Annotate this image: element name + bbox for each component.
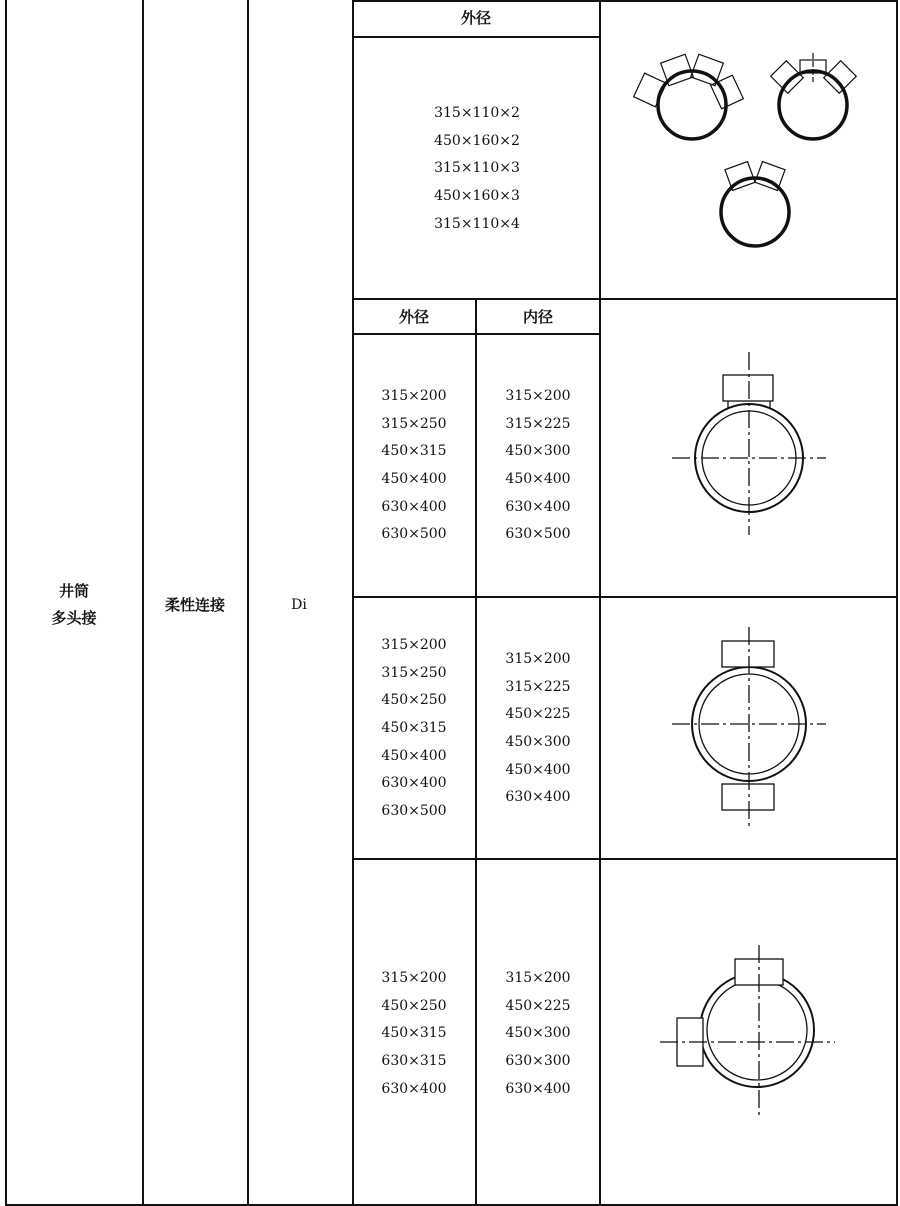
size-item: 450×250 xyxy=(381,997,447,1014)
size-item: 315×225 xyxy=(505,415,571,432)
size-item: 450×400 xyxy=(505,761,571,778)
multi-branch-drawing-3 xyxy=(771,53,857,139)
double-perpendicular-branch-drawing xyxy=(660,945,835,1115)
size-item: 450×315 xyxy=(381,720,447,737)
size-item: 630×500 xyxy=(381,803,447,820)
size-item: 630×500 xyxy=(381,526,447,543)
size-item: 450×315 xyxy=(381,443,447,460)
multi-branch-drawing-4 xyxy=(634,54,744,139)
size-item: 630×400 xyxy=(505,1080,571,1097)
category-label-2: 多头接 xyxy=(51,609,97,627)
size-item: 315×110×4 xyxy=(434,215,520,232)
header-outer: 外径 xyxy=(398,308,430,326)
size-item: 450×400 xyxy=(505,471,571,488)
size-item: 450×315 xyxy=(381,1025,447,1042)
size-item: 315×200 xyxy=(505,970,571,986)
size-item: 315×200 xyxy=(505,388,571,404)
diameter-symbol: Di xyxy=(291,597,307,613)
multi-branch-drawing-2 xyxy=(721,162,789,246)
size-item: 630×500 xyxy=(505,526,571,543)
size-item: 315×110×3 xyxy=(434,160,520,177)
header-inner: 内径 xyxy=(522,308,554,326)
size-item: 630×300 xyxy=(505,1053,571,1070)
size-item: 315×200 xyxy=(505,651,571,667)
size-item: 630×400 xyxy=(381,775,447,792)
size-item: 450×250 xyxy=(381,692,447,709)
size-item: 630×400 xyxy=(381,1080,447,1097)
size-item: 315×200 xyxy=(381,970,447,986)
size-item: 630×400 xyxy=(505,498,571,515)
size-item: 450×160×3 xyxy=(434,188,520,205)
size-item: 450×300 xyxy=(505,443,571,460)
size-item: 450×400 xyxy=(381,747,447,764)
size-item: 315×200 xyxy=(381,388,447,404)
size-item: 315×200 xyxy=(381,637,447,653)
size-item: 450×400 xyxy=(381,471,447,488)
connection-type: 柔性连接 xyxy=(164,596,226,614)
size-item: 450×225 xyxy=(505,706,571,723)
size-item: 315×250 xyxy=(381,415,447,432)
category-label-1: 井筒 xyxy=(58,582,90,600)
size-item: 315×110×2 xyxy=(434,105,520,121)
size-item: 450×300 xyxy=(505,734,571,751)
size-item: 315×225 xyxy=(505,678,571,695)
double-opposite-branch-drawing xyxy=(672,627,826,830)
header-outer: 外径 xyxy=(460,9,492,27)
single-branch-drawing xyxy=(672,352,826,535)
size-item: 630×315 xyxy=(381,1053,447,1070)
size-item: 630×400 xyxy=(381,498,447,515)
size-item: 450×300 xyxy=(505,1025,571,1042)
size-item: 450×225 xyxy=(505,997,571,1014)
size-item: 315×250 xyxy=(381,664,447,681)
size-item: 630×400 xyxy=(505,789,571,806)
size-item: 450×160×2 xyxy=(434,132,520,149)
